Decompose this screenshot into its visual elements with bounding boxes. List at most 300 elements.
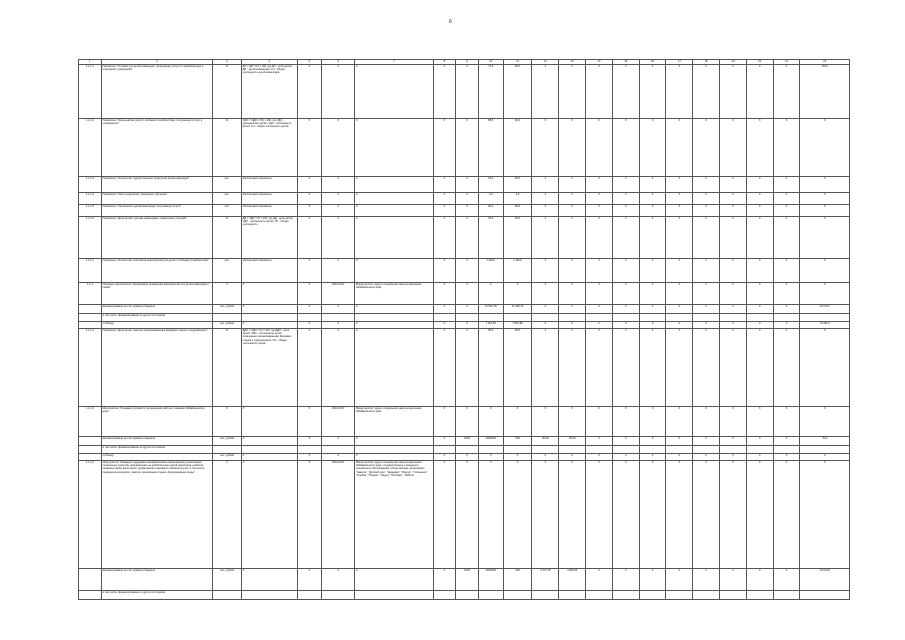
table-cell: 0 [612,436,639,445]
table-cell: 1 000,0 [478,258,503,282]
table-cell: 1.1.3.2 [79,118,102,176]
table-cell: чел. [212,204,241,216]
table-cell: УДО = (ЧДО / ОЧ) х 100, где УДО - удельный вес детей, ЧДО - численность детей, ОЧ - общая численность детей [241,118,297,176]
table-cell: 80,0 [503,64,532,118]
table-cell: Х [322,436,355,445]
table-cell: 1.1.3.1 [79,64,102,118]
table-cell: Х [355,453,433,460]
table-cell [612,445,639,453]
table-cell: Х [322,453,355,460]
column-number-cell: 16 [639,60,666,65]
table-cell: Х [773,406,800,436]
table-cell: Х [720,64,747,118]
table-cell: Х [297,204,322,216]
table-cell [773,445,800,453]
table-cell [586,590,613,599]
table-cell: Х [322,204,355,216]
table-cell: Х [720,406,747,436]
table-cell: 95,0 [503,204,532,216]
table-cell: Х [355,304,433,313]
table-cell: Х [773,118,800,176]
table-cell: Х [800,216,850,258]
table-cell: Х [297,258,322,282]
table-cell [746,590,773,599]
table-cell: Х [355,258,433,282]
table-cell: Министерство труда и социальной защиты населения Забайкальского края [355,406,433,436]
table-cell: 7 201,56 [478,321,503,328]
table-cell: 100,0 [800,64,850,118]
table-cell: 0 [666,321,693,328]
table-cell: 0 [586,568,613,590]
table-cell [559,313,586,321]
table-cell: Х [532,258,559,282]
table-cell: Х [612,192,639,204]
table-cell: Х [800,176,850,192]
table-cell [693,313,720,321]
table-cell: Х [720,216,747,258]
table-cell: Х [746,118,773,176]
table-cell: Х [773,192,800,204]
table-cell [79,445,102,453]
table-cell: ДД = ЧДР / ОЧ х 100, где ДД - доля детей, ЧДР - численность детей, ОЧ - общая численность [241,216,297,258]
table-cell: Х [559,118,586,176]
table-cell: 90,0 [478,204,503,216]
table-cell: Х [241,460,297,568]
table-cell: Х [212,282,241,304]
table-cell: Х [693,258,720,282]
table-cell: Х [433,118,456,176]
table-cell: 0 [612,568,639,590]
table-cell: 55,0 [503,328,532,406]
table-cell: Х [639,460,666,568]
table-cell: Х [355,192,433,204]
table-cell: Х [559,328,586,406]
table-cell: Показатель "Количество участников мероприятий для детей с особыми потребностями" [101,258,212,282]
column-number-cell: 18 [693,60,720,65]
table-cell: 0 [532,453,559,460]
table-cell: по Фонду [101,453,212,460]
table-cell: Х [456,304,479,313]
table-cell: Х [322,192,355,204]
table-cell [433,445,456,453]
column-number-cell: 8 [433,60,456,65]
table-cell: Х [720,328,747,406]
table-cell: 1.1.3.4 [79,192,102,204]
table-cell: чел. [212,192,241,204]
table-cell: Х [612,282,639,304]
table-cell: Х [612,406,639,436]
table-cell: тыс. рублей [212,304,241,313]
table-cell: 0 [746,453,773,460]
table-row [79,204,850,216]
table-cell: Х [639,406,666,436]
table-cell [456,313,479,321]
table-cell: Х [478,406,503,436]
table-row [79,453,850,460]
table-cell: 90,0 [503,118,532,176]
table-cell: Х [746,192,773,204]
table-cell [559,445,586,453]
table-cell: Х [746,216,773,258]
table-cell: 1 100,0 [503,258,532,282]
table-cell: Х [693,192,720,204]
table-cell: Х [241,568,297,590]
table-cell [79,304,102,313]
table-cell: 6,0 [503,192,532,204]
table-cell: Показатель "Доля детей, занятых организованными формами отдыха и оздоровления" [101,328,212,406]
table-cell: 1.1.4.3 [79,460,102,568]
table-cell [503,590,532,599]
table-cell: Х [586,204,613,216]
table-cell: Х [241,282,297,304]
table-cell [800,445,850,453]
table-cell: Х [639,282,666,304]
table-cell: Показатель "Число родителей, прошедших обучение" [101,192,212,204]
table-cell: 0 [746,321,773,328]
table-row [79,568,850,590]
table-cell: 11 305,72 [503,304,532,313]
table-cell: 0 [586,321,613,328]
table-cell: Х [773,176,800,192]
table-cell: Х [241,321,297,328]
table-cell: Х [586,176,613,192]
table-cell: Х [355,176,433,192]
column-number-cell: 3 [212,60,241,65]
table-cell: 0 [586,304,613,313]
table-cell: 0 [800,453,850,460]
table-cell: Х [297,321,322,328]
table-cell [586,445,613,453]
table-cell: Х [800,118,850,176]
table-cell: в том числе: финансирование из других источников [101,590,212,599]
table-cell: Х [746,64,773,118]
table-cell: Мероприятие "Создание условий по организации работы с семьями Забайкальского края" [101,406,212,436]
table-cell: Х [800,258,850,282]
table-cell: Х [639,64,666,118]
table-cell: 0 [666,304,693,313]
table-cell: 0000000 [478,436,503,445]
column-number-cell: 22 [800,60,850,65]
table-cell [322,313,355,321]
table-cell: Х [720,204,747,216]
table-cell: Х [800,282,850,304]
table-cell: Х [241,304,297,313]
table-row [79,192,850,204]
table-cell: Х [297,64,322,118]
table-cell: Х [666,282,693,304]
table-cell: 1003 [456,436,479,445]
table-cell: Х [586,282,613,304]
table-cell: 10 214,8 [800,568,850,590]
table-cell [746,445,773,453]
table-cell: Х [322,176,355,192]
table-cell [456,590,479,599]
table-cell: чел. [212,258,241,282]
table-cell [322,445,355,453]
table-cell: 0 [532,321,559,328]
table-cell: 35,00 [532,436,559,445]
column-number-cell: 7 [355,60,433,65]
table-cell: Х [478,453,503,460]
column-number-cell: 10 [478,60,503,65]
table-cell: 0 [612,321,639,328]
table-cell: Х [433,304,456,313]
table-cell: Х [503,460,532,568]
table-cell [79,321,102,328]
table-cell: Основное мероприятие "Организация проведения мероприятий для детей-инвалидов и семей" [101,282,212,304]
table-cell: Х [693,282,720,304]
table-cell: Х [586,64,613,118]
table-cell: 2016-2017 [322,282,355,304]
table-cell: Х [773,282,800,304]
table-cell: 5 374,78 [532,568,559,590]
table-cell: Х [297,328,322,406]
table-cell: Х [639,176,666,192]
table-cell: 0 [693,304,720,313]
table-cell [322,590,355,599]
table-cell: Х [800,204,850,216]
table-cell: 0 [720,453,747,460]
table-cell: Х [241,453,297,460]
table-cell: Х [586,192,613,204]
table-cell: 0 [666,568,693,590]
table-cell: 0 [639,568,666,590]
table-cell: 35,0 [503,216,532,258]
table-cell: Х [355,64,433,118]
table-cell: Х [746,204,773,216]
table-cell: Х [355,204,433,216]
table-cell: 23 173,2 [800,304,850,313]
table-cell [355,590,433,599]
table-cell: Х [746,258,773,282]
table-cell [693,445,720,453]
table-cell: Х [433,176,456,192]
table-cell: Х [612,216,639,258]
table-cell: Х [773,64,800,118]
table-cell: Х [773,204,800,216]
table-cell: в том числе: финансирование из других источников [101,313,212,321]
table-cell [79,453,102,460]
table-cell: Х [355,328,433,406]
table-cell: Х [559,258,586,282]
table-cell: Х [693,176,720,192]
table-cell: Х [800,460,850,568]
table-cell [241,445,297,453]
table-cell: тыс. рублей [212,321,241,328]
table-cell: Х [559,460,586,568]
table-cell: 0 [773,568,800,590]
table-cell: Х [322,118,355,176]
table-cell [639,313,666,321]
table-cell: 23,0 [478,176,503,192]
table-cell: 0 [666,453,693,460]
table-cell: чел. [212,176,241,192]
table-cell: Х [693,460,720,568]
table-cell: финансирование за счет краевого бюджета [101,304,212,313]
column-number-cell: 2 [101,60,212,65]
column-number-cell: 14 [586,60,613,65]
table-cell: 70,0 [800,436,850,445]
table-cell: Х [532,192,559,204]
table-cell: Х [693,64,720,118]
table-cell: Х [693,118,720,176]
table-cell: Х [503,282,532,304]
program-table-sheet [78,59,850,600]
table-cell: Х [322,216,355,258]
table-cell: Х [355,436,433,445]
table-cell: Х [433,282,456,304]
table-cell [503,445,532,453]
table-cell: 0 [720,568,747,590]
table-cell: Х [456,204,479,216]
table-cell: Х [720,118,747,176]
table-cell: Х [720,460,747,568]
table-cell [639,590,666,599]
table-cell: Х [322,258,355,282]
table-cell: Х [773,216,800,258]
table-cell: Показатель "Численность детей-инвалидов, получающих услуги" [101,204,212,216]
table-cell [773,313,800,321]
table-cell: Х [456,216,479,258]
table-cell: Х [322,568,355,590]
table-cell: Х [612,204,639,216]
column-number-cell: 13 [559,60,586,65]
table-cell [612,590,639,599]
table-cell: Х [612,460,639,568]
table-cell: Х [666,64,693,118]
table-cell: Министерство труда и социальной защиты населения Забайкальского края, государственные учреждения социального обслуживания, общественные организации "Защита", "Детский дом", "Надежда", "Радуга", "Солнышко", "Улыбка", "Родник", "Ладья", "Росинка", "Забота" [355,460,433,568]
table-cell: 0 [720,321,747,328]
table-cell: Х [456,453,479,460]
table-cell: Х [693,328,720,406]
table-cell: Х [746,406,773,436]
table-cell: Показатель "Удельный вес детей с особыми потребностями, получающих услуги в учреждениях" [101,118,212,176]
table-cell: 7 081,80 [503,321,532,328]
column-number-cell: 9 [456,60,479,65]
table-cell: Х [666,406,693,436]
table-cell: абсолютный показатель [241,204,297,216]
table-cell [666,445,693,453]
column-number-cell: 17 [666,60,693,65]
table-row [79,64,850,118]
table-cell: 0 [666,436,693,445]
table-cell: финансирование за счет краевого бюджета [101,568,212,590]
table-cell: Х [297,453,322,460]
table-cell: % [212,64,241,118]
table-cell: Х [456,192,479,204]
table-cell: 0 [612,453,639,460]
table-row [79,406,850,436]
table-cell: Х [720,192,747,204]
table-cell: абсолютный показатель [241,176,297,192]
table-cell: Х [666,258,693,282]
table-cell: Х [297,216,322,258]
table-row [79,118,850,176]
table-cell: 000 [503,568,532,590]
table-cell: Х [478,460,503,568]
table-cell: 0 [746,304,773,313]
table-cell: 0 [586,453,613,460]
table-cell [212,313,241,321]
table-cell: Х [532,204,559,216]
table-cell: 1.1.4 [79,282,102,304]
table-cell: Х [297,436,322,445]
table-cell [212,445,241,453]
table-cell: Х [456,118,479,176]
table-cell: Х [746,328,773,406]
table-cell: Х [456,176,479,192]
table-cell: 0 [693,321,720,328]
table-cell: Х [612,64,639,118]
column-number-cell: 12 [532,60,559,65]
table-cell: Х [666,328,693,406]
table-cell: Х [456,258,479,282]
table-cell [773,590,800,599]
table-cell: 1.1.3.3 [79,176,102,192]
table-cell: Х [355,216,433,258]
column-number-cell: 19 [720,60,747,65]
table-cell: Х [297,406,322,436]
table-cell: Х [586,258,613,282]
column-number-cell: 6 [322,60,355,65]
table-cell: 0 [559,304,586,313]
table-row [79,321,850,328]
table-cell: Х [297,568,322,590]
table-cell: 77,6 [478,64,503,118]
table-cell: % [212,118,241,176]
table-cell: Х [559,192,586,204]
table-cell [532,445,559,453]
table-cell [478,590,503,599]
table-row [79,445,850,453]
table-cell: 0 [693,453,720,460]
column-number-cell: 11 [503,60,532,65]
table-cell: Х [693,216,720,258]
table-cell: Х [666,460,693,568]
table-cell: тыс. рублей [212,568,241,590]
table-cell: 0 [639,436,666,445]
table-cell: 0 [639,453,666,460]
table-cell [586,313,613,321]
table-cell: 0 [720,304,747,313]
table-cell: Х [297,460,322,568]
table-cell: 2016-2017 [322,406,355,436]
table-cell: Х [532,328,559,406]
table-cell: % [212,328,241,406]
table-cell: Х [433,406,456,436]
table-cell: 0 [773,436,800,445]
table-cell: 000 [503,436,532,445]
table-cell: Х [666,216,693,258]
table-cell: 1.1.3.6 [79,216,102,258]
table-cell: Х [297,192,322,204]
table-cell [297,313,322,321]
table-cell: Х [478,282,503,304]
table-cell: ДО = ДИ / ОЧ х 100, где ДО - доля детей, ДИ - детей-инвалидов, ОЧ - общая численность детей-инвалидов [241,64,297,118]
table-cell: Х [586,118,613,176]
table-cell: Х [559,64,586,118]
table-cell [503,313,532,321]
table-cell: Х [666,118,693,176]
program-activity-table [78,59,850,600]
table-cell: 1.1.3.7 [79,258,102,282]
table-cell: Х [433,568,456,590]
table-cell: 0 [559,321,586,328]
table-cell: Х [639,258,666,282]
table-cell [297,590,322,599]
table-cell [79,568,102,590]
table-cell: Министерство труда и социальной защиты населения Забайкальского края [355,282,433,304]
